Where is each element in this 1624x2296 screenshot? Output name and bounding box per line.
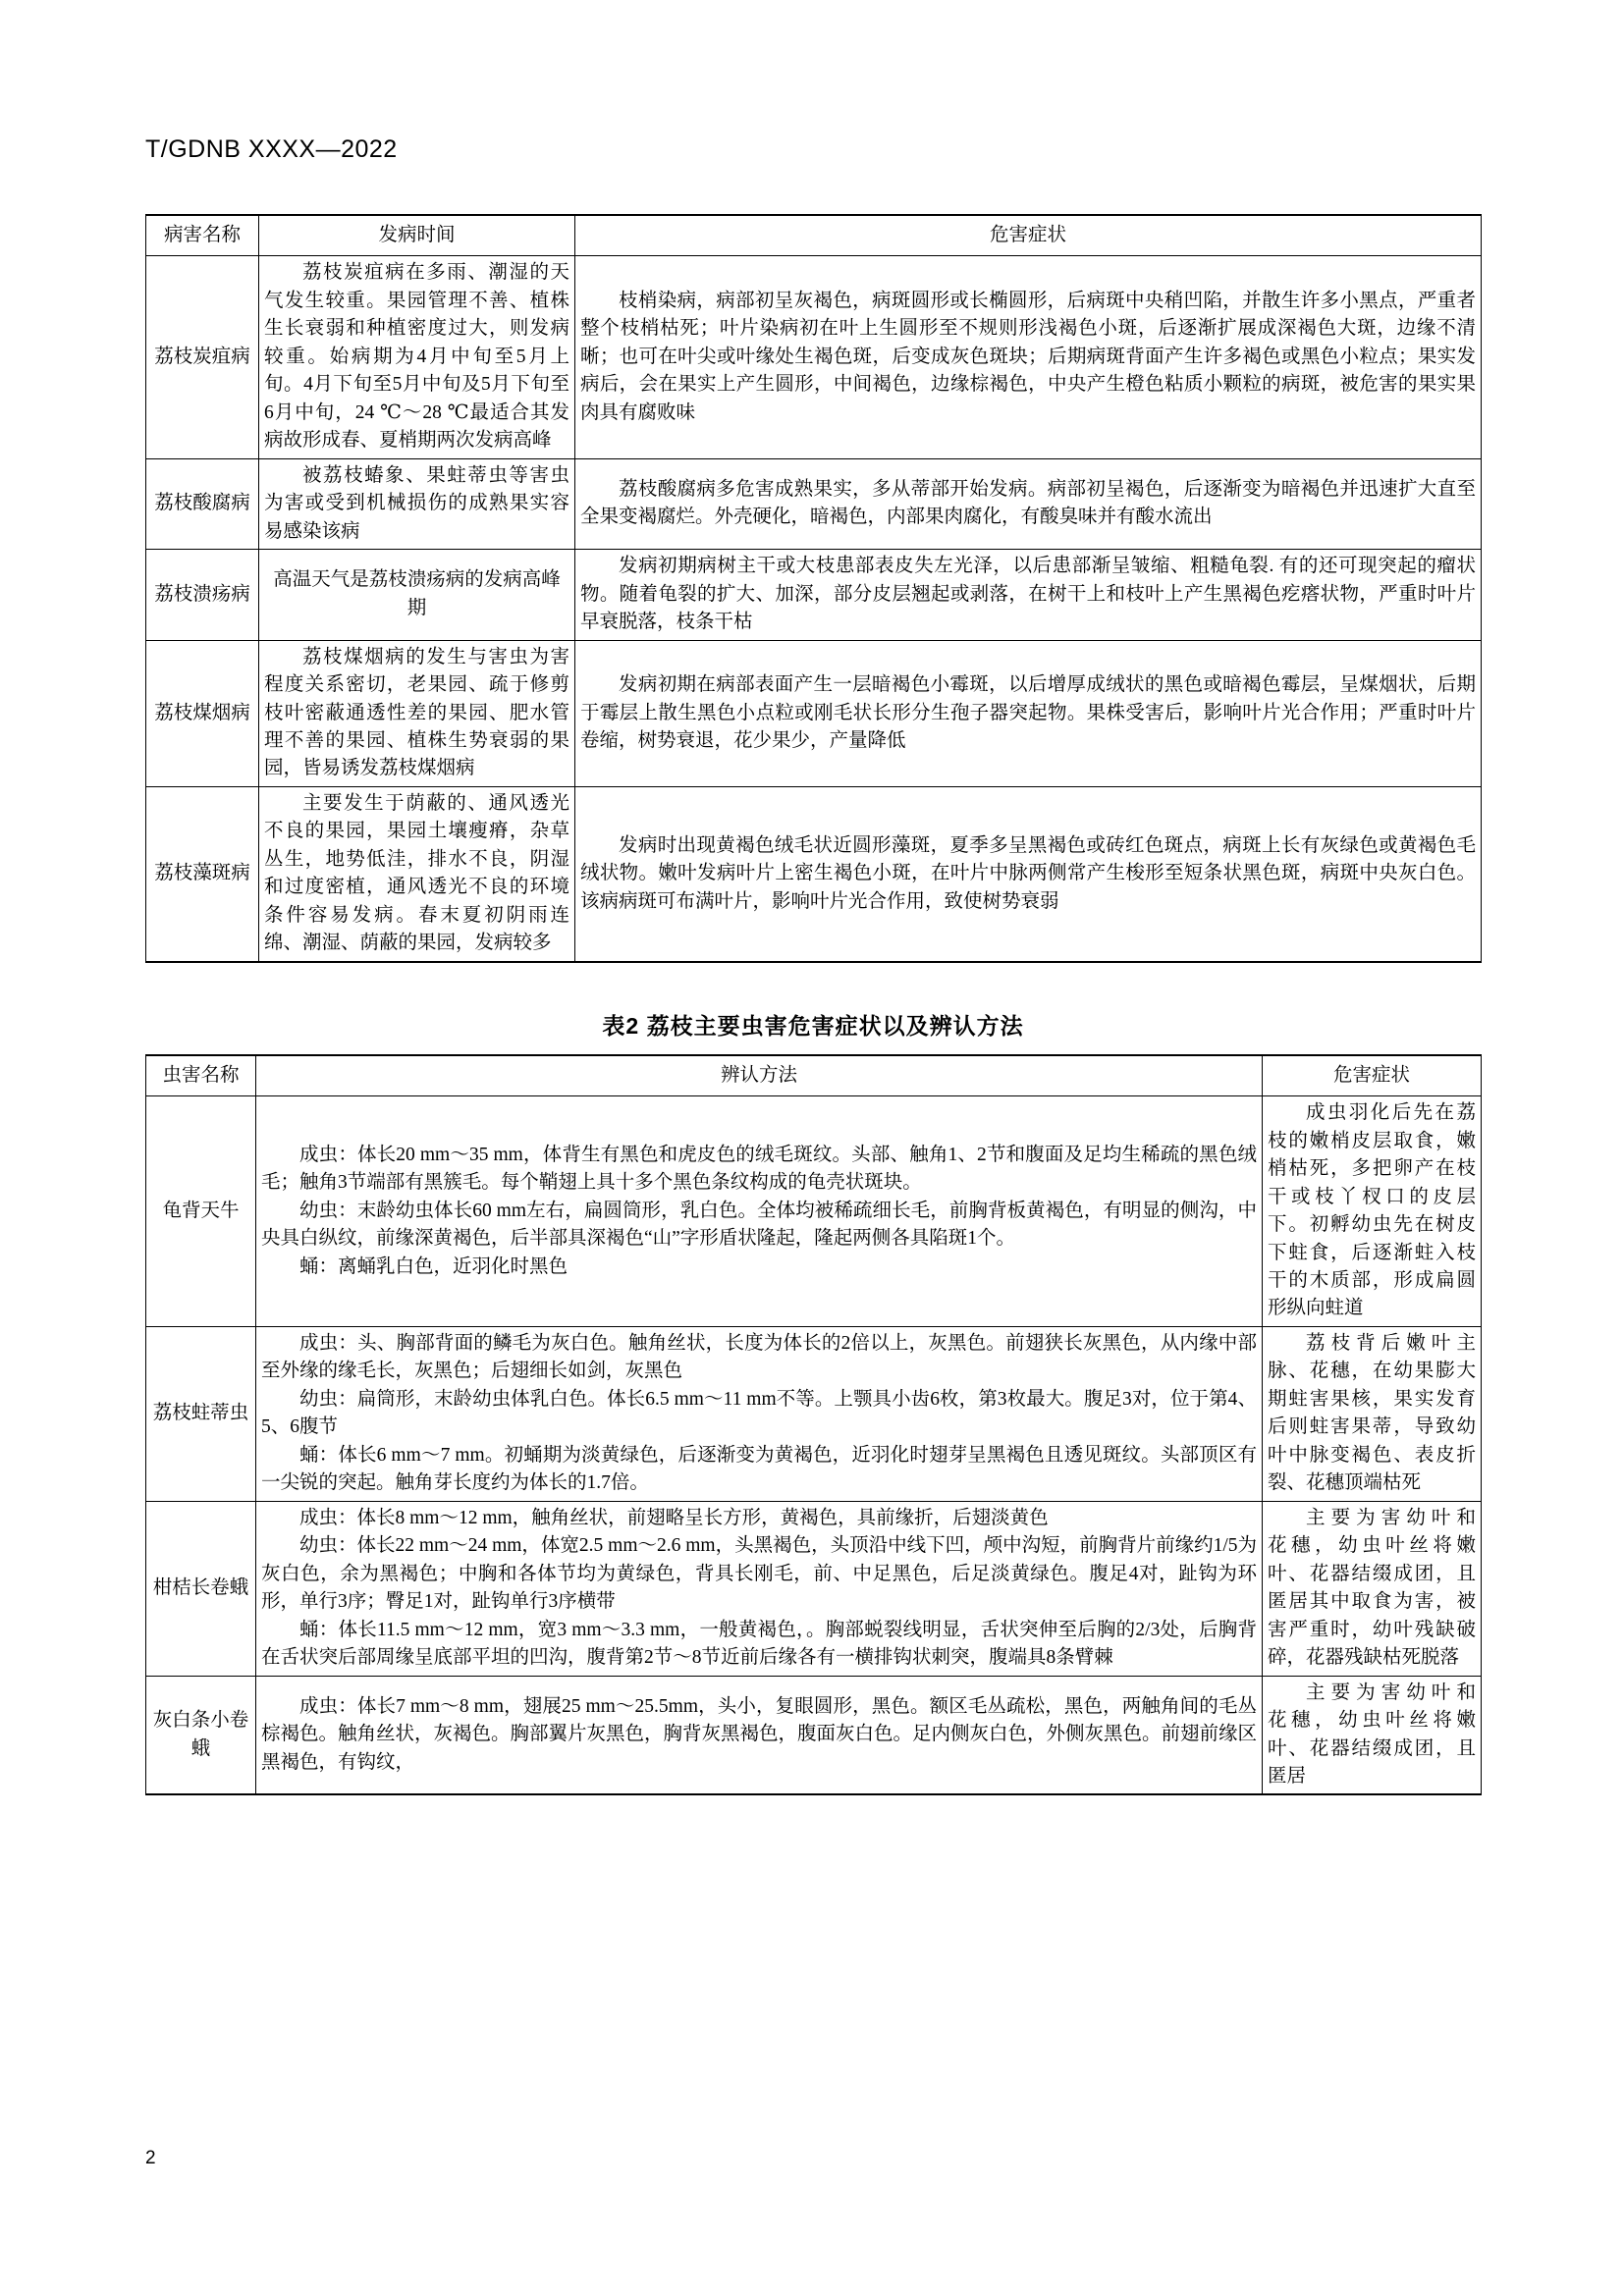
disease-onset-time <box>259 458 575 549</box>
pest-identification-method <box>256 1501 1263 1676</box>
column-header-identification-method: 辨认方法 <box>256 1055 1263 1096</box>
disease-onset-time: 高温天气是荔枝溃疡病的发病高峰期 <box>259 550 575 640</box>
pest-symptom <box>1263 1096 1482 1327</box>
column-header-pest-name: 虫害名称 <box>146 1055 256 1096</box>
cell-paragraph: 成虫：体长20 mm～35 mm，体背生有黑色和虎皮色的绒毛斑纹。头部、触角1、2节和腹面及足均生稀疏的黑色绒毛；触角3节端部有黑簇毛。每个鞘翅上具十多个黑色条纹构成的龟壳状斑块。 <box>261 1144 1257 1194</box>
table2-caption: 表2 荔枝主要虫害危害症状以及辨认方法 <box>602 1012 1024 1039</box>
cell-paragraph: 荔枝炭疽病在多雨、潮湿的天气发生较重。果园管理不善、植株生长衰弱和种植密度过大，则发病较重。始病期为4月中旬至5月上旬。4月下旬至5月中旬及5月下旬至6月中旬，24 ℃～28 ℃最适合其发病故形成春、夏梢期两次发病高峰 <box>264 262 569 452</box>
table-row <box>146 550 1482 640</box>
column-header-damage-symptom: 危害症状 <box>1263 1055 1482 1096</box>
cell-paragraph: 成虫：体长8 mm～12 mm，触角丝状，前翅略呈长方形，黄褐色，具前缘折，后翅淡黄色 <box>299 1507 1049 1528</box>
disease-onset-time <box>259 640 575 786</box>
pest-name: 灰白条小卷蛾 <box>146 1676 256 1794</box>
cell-paragraph: 幼虫：扁筒形，末龄幼虫体乳白色。体长6.5 mm～11 mm不等。上颚具小齿6枚，第3枚最大。腹足3对，位于第4、5、6腹节 <box>261 1388 1257 1438</box>
cell-paragraph: 蛹：体长11.5 mm～12 mm，宽3 mm～3.3 mm，一般黄褐色，。胸部蜕裂线明显，舌状突伸至后胸的2/3处，后胸背在舌状突后部周缘呈底部平坦的凹沟，腹背第2节～8节近前后缘各有一横排钩状刺突，腹端具8条臂棘 <box>261 1619 1257 1669</box>
table-header-row <box>146 215 1482 256</box>
table-header-row <box>146 1055 1482 1096</box>
cell-paragraph: 主要发生于荫蔽的、通风透光不良的果园，果园土壤瘦瘠，杂草丛生，地势低洼，排水不良，阴湿和过度密植，通风透光不良的环境条件容易发病。春末夏初阴雨连绵、潮湿、荫蔽的果园，发病较多 <box>264 792 569 954</box>
disease-name: 荔枝藻斑病 <box>146 786 259 961</box>
pest-name: 荔枝蛀蒂虫 <box>146 1326 256 1501</box>
table-row <box>146 1501 1482 1676</box>
table-row <box>146 1326 1482 1501</box>
cell-paragraph: 成虫：头、胸部背面的鳞毛为灰白色。触角丝状，长度为体长的2倍以上，灰黑色。前翅狭长灰黑色，从内缘中部至外缘的缘毛长，灰黑色；后翅细长如剑，灰黑色 <box>261 1332 1257 1382</box>
cell-paragraph: 发病初期病树主干或大枝患部表皮失左光泽，以后患部渐呈皱缩、粗糙龟裂. 有的还可现突起的瘤状物。随着龟裂的扩大、加深，部分皮层翘起或剥落，在树干上和枝叶上产生黑褐色疙瘩状物，严重时叶片早衰脱落，枝条干枯 <box>580 556 1476 633</box>
table-row <box>146 256 1482 458</box>
cell-paragraph: 枝梢染病，病部初呈灰褐色，病斑圆形或长椭圆形，后病斑中央稍凹陷，并散生许多小黑点，严重者整个枝梢枯死；叶片染病初在叶上生圆形至不规则形浅褐色小斑，后逐渐扩展成深褐色大斑，边缘不清晰；也可在叶尖或叶缘处生褐色斑，后变成灰色斑块；后期病斑背面产生许多褐色或黑色小粒点；果实发病后，会在果实上产生圆形，中间褐色，边缘棕褐色，中央产生橙色粘质小颗粒的病斑，被危害的果实果肉具有腐败味 <box>580 290 1476 423</box>
cell-paragraph: 主 要 为 害 幼 叶 和 花穗，幼虫叶丝将嫩叶、花器结缀成团，且匿居 <box>1268 1682 1476 1787</box>
disease-symptom <box>575 640 1482 786</box>
cell-paragraph: 发病时出现黄褐色绒毛状近圆形藻斑，夏季多呈黑褐色或砖红色斑点，病斑上长有灰绿色或黄褐色毛绒状物。嫩叶发病叶片上密生褐色小斑，在叶片中脉两侧常产生梭形至短条状黑色斑，病斑中央灰白色。该病病斑可布满叶片，影响叶片光合作用，致使树势衰弱 <box>580 834 1476 912</box>
cell-paragraph: 蛹：离蛹乳白色，近羽化时黑色 <box>299 1255 568 1277</box>
cell-paragraph: 荔枝煤烟病的发生与害虫为害程度关系密切，老果园、疏于修剪枝叶密蔽通透性差的果园、肥水管理不善的果园、植株生势衰弱的果园，皆易诱发荔枝煤烟病 <box>264 646 569 779</box>
table-pest-symptoms <box>145 1054 1482 1796</box>
disease-symptom <box>575 786 1482 961</box>
cell-paragraph: 发病初期在病部表面产生一层暗褐色小霉斑，以后增厚成绒状的黑色或暗褐色霉层，呈煤烟状，后期于霉层上散生黑色小点粒或刚毛状长形分生孢子器突起物。果株受害后，影响叶片光合作用；严重时叶片卷缩，树势衰退，花少果少，产量降低 <box>580 674 1476 751</box>
page-content <box>145 214 1481 1795</box>
pest-name: 柑桔长卷蛾 <box>146 1501 256 1676</box>
cell-paragraph: 成虫羽化后先在荔枝的嫩梢皮层取食，嫩梢枯死，多把卵产在枝干或枝丫杈口的皮层下。初孵幼虫先在树皮下蛀食，后逐渐蛀入枝干的木质部，形成扁圆形纵向蛀道 <box>1268 1102 1476 1319</box>
pest-symptom <box>1263 1501 1482 1676</box>
disease-onset-time <box>259 786 575 961</box>
disease-symptom <box>575 458 1482 549</box>
disease-onset-time <box>259 256 575 458</box>
column-header-damage-symptom: 危害症状 <box>575 215 1482 256</box>
cell-paragraph: 主 要 为 害 幼 叶 和 花穗，幼虫叶丝将嫩叶、花器结缀成团，且匿居其中取食为害，被害严重时，幼叶残缺破碎，花器残缺枯死脱落 <box>1268 1507 1476 1669</box>
pest-identification-method <box>256 1326 1263 1501</box>
page-header-standard-number: T/GDNB XXXX—2022 <box>145 135 398 163</box>
cell-paragraph: 成虫：体长7 mm～8 mm，翅展25 mm～25.5mm，头小，复眼圆形，黑色。额区毛丛疏松，黑色，两触角间的毛丛棕褐色。触角丝状，灰褐色。胸部翼片灰黑色，胸背灰黑褐色，腹面灰白色。足内侧灰白色，外侧灰黑色。前翅前缘区黑褐色，有钩纹， <box>261 1695 1258 1773</box>
table-row <box>146 1096 1482 1327</box>
table-disease-symptoms <box>145 214 1482 963</box>
cell-paragraph: 蛹：体长6 mm～7 mm。初蛹期为淡黄绿色，后逐渐变为黄褐色，近羽化时翅芽呈黑褐色且透见斑纹。头部顶区有一尖锐的突起。触角芽长度约为体长的1.7倍。 <box>261 1444 1257 1494</box>
table-row <box>146 786 1482 961</box>
cell-paragraph: 荔枝酸腐病多危害成熟果实，多从蒂部开始发病。病部初呈褐色，后逐渐变为暗褐色并迅速扩大直至全果变褐腐烂。外壳硬化，暗褐色，内部果肉腐化，有酸臭味并有酸水流出 <box>580 478 1476 528</box>
pest-identification-method <box>256 1676 1263 1794</box>
cell-paragraph: 幼虫：体长22 mm～24 mm，体宽2.5 mm～2.6 mm，头黑褐色，头顶沿中线下凹，颅中沟短，前胸背片前缘约1/5为灰白色，余为黑褐色；中胸和各体节均为黄绿色，背具长刚毛，前、中足黑色，后足淡黄绿色。腹足4对，趾钩为环形，单行3序；臀足1对，趾钩单行3序横带 <box>261 1535 1258 1613</box>
disease-name: 荔枝酸腐病 <box>146 458 259 549</box>
table-row <box>146 458 1482 549</box>
column-header-onset-time: 发病时间 <box>259 215 575 256</box>
cell-paragraph: 被荔枝蝽象、果蛀蒂虫等害虫为害或受到机械损伤的成熟果实容易感染该病 <box>264 464 569 542</box>
table-row <box>146 640 1482 786</box>
pest-name: 龟背天牛 <box>146 1096 256 1327</box>
cell-paragraph: 幼虫：末龄幼虫体长60 mm左右，扁圆筒形，乳白色。全体均被稀疏细长毛，前胸背板黄褐色，有明显的侧沟，中央具白纵纹，前缘深黄褐色，后半部具深褐色“山”字形盾状隆起，隆起两侧各具陷斑1个。 <box>261 1200 1257 1250</box>
pest-symptom <box>1263 1676 1482 1794</box>
page-number: 2 <box>145 2148 156 2168</box>
disease-name: 荔枝炭疽病 <box>146 256 259 458</box>
disease-symptom <box>575 550 1482 640</box>
disease-name: 荔枝煤烟病 <box>146 640 259 786</box>
disease-symptom <box>575 256 1482 458</box>
cell-paragraph: 荔枝背后嫩叶主脉、花穗，在幼果膨大期蛀害果核，果实发育后则蛀害果蒂，导致幼叶中脉变褐色、表皮折裂、花穗顶端枯死 <box>1268 1332 1476 1494</box>
pest-symptom <box>1263 1326 1482 1501</box>
column-header-disease-name: 病害名称 <box>146 215 259 256</box>
table-row <box>146 1676 1482 1794</box>
disease-name: 荔枝溃疡病 <box>146 550 259 640</box>
pest-identification-method <box>256 1096 1263 1327</box>
